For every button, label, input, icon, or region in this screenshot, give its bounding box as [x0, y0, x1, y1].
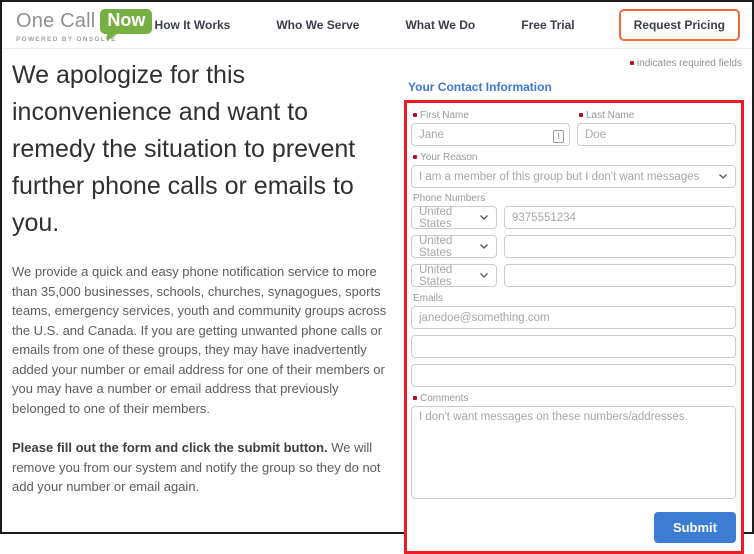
request-pricing-button[interactable]: Request Pricing [619, 9, 740, 41]
emails-group [411, 293, 736, 387]
phone-number-input-2[interactable] [504, 235, 736, 258]
required-dot-icon [413, 113, 417, 117]
comments-textarea[interactable] [411, 406, 736, 499]
cta-bold-text: Please fill out the form and click the submit button. [12, 440, 328, 455]
first-name-group [411, 110, 570, 146]
autofill-icon[interactable]: ! [553, 130, 564, 143]
logo-text-onecall: One Call [16, 10, 96, 32]
logo[interactable] [16, 9, 152, 43]
cta-rest-text: We will remove you from our system and notify the group so they do not add your number or email again. [12, 440, 381, 494]
required-dot-icon [630, 61, 634, 65]
email-input-2[interactable] [411, 335, 736, 358]
submit-button[interactable]: Submit [654, 512, 736, 543]
phone-number-input-3[interactable] [504, 264, 736, 287]
cta-paragraph [12, 438, 390, 497]
page-title: We apologize for this inconvenience and want to remedy the situation to prevent further phone calls or emails to you. [12, 61, 356, 237]
speech-bubble-tail-icon [107, 34, 117, 41]
required-dot-icon [579, 113, 583, 117]
logo-text-now: Now [107, 10, 146, 30]
required-dot-icon [413, 155, 417, 159]
phone-country-select-2[interactable] [411, 235, 497, 258]
intro-paragraph: We provide a quick and easy phone notification service to more than 35,000 businesses, schools, churches, synagogues, sports teams, emergency services, youth and community groups across the U.S. and Canada. If you are getting unwanted phone calls or emails from one of these groups, they may have inadvertently added your number or email address for one of their members or you may have a number or email address that previously belonged to one of their members. [12, 264, 387, 416]
phone-country-value: United States [419, 234, 453, 259]
first-name-wrap [411, 125, 570, 142]
contact-form [404, 100, 744, 554]
last-name-group [577, 110, 736, 146]
phone-country-select-1[interactable] [411, 206, 497, 229]
phone-row [411, 264, 736, 287]
logo-tagline: POWERED BY ONSOLVE [16, 36, 117, 43]
email-input-3[interactable] [411, 364, 736, 387]
form-section-title: Your Contact Information [408, 80, 552, 94]
phone-country-select-3[interactable] [411, 264, 497, 287]
phone-country-value: United States [419, 205, 453, 230]
phones-label: Phone Numbers [413, 193, 486, 204]
phone-row [411, 235, 736, 258]
name-row [411, 110, 736, 146]
chevron-down-icon [479, 243, 489, 250]
phone-country-value: United States [419, 263, 453, 288]
email-row [411, 306, 736, 329]
main-content [2, 49, 752, 554]
nav-free-trial[interactable]: Free Trial [521, 18, 575, 32]
last-name-label [579, 110, 736, 122]
main-nav [155, 18, 575, 32]
header [2, 2, 752, 49]
phones-group [411, 193, 736, 287]
comments-group [411, 393, 736, 504]
nav-how-it-works[interactable]: How It Works [154, 18, 231, 32]
logo-speech-bubble-icon [100, 9, 152, 34]
chevron-down-icon [718, 173, 728, 180]
comments-label-text: Comments [420, 393, 469, 404]
form-column [404, 53, 744, 554]
nav-what-we-do[interactable]: What We Do [405, 18, 476, 32]
first-name-label-text: First Name [420, 110, 469, 121]
submit-row [411, 512, 736, 543]
phone-number-input-1[interactable] [504, 206, 736, 229]
phone-row [411, 206, 736, 229]
first-name-label [413, 110, 570, 122]
reason-group [411, 152, 736, 188]
intro-column [12, 53, 396, 554]
reason-selected-value: I am a member of this group but I don't want messages [419, 170, 700, 183]
reason-label-text: Your Reason [420, 152, 478, 163]
reason-label [413, 152, 736, 164]
chevron-down-icon [479, 214, 489, 221]
reason-select[interactable] [411, 165, 736, 188]
last-name-input[interactable] [577, 123, 736, 146]
required-note-text: indicates required fields [636, 58, 742, 69]
required-dot-icon [413, 396, 417, 400]
email-input-1[interactable] [411, 306, 736, 329]
email-row [411, 335, 736, 358]
emails-label: Emails [413, 293, 444, 304]
comments-label [413, 393, 736, 405]
chevron-down-icon [479, 272, 489, 279]
email-row [411, 364, 736, 387]
required-fields-note [404, 58, 742, 69]
first-name-input[interactable] [411, 123, 570, 146]
logo-row [16, 9, 152, 34]
last-name-label-text: Last Name [586, 110, 635, 121]
nav-who-we-serve[interactable]: Who We Serve [276, 18, 360, 32]
